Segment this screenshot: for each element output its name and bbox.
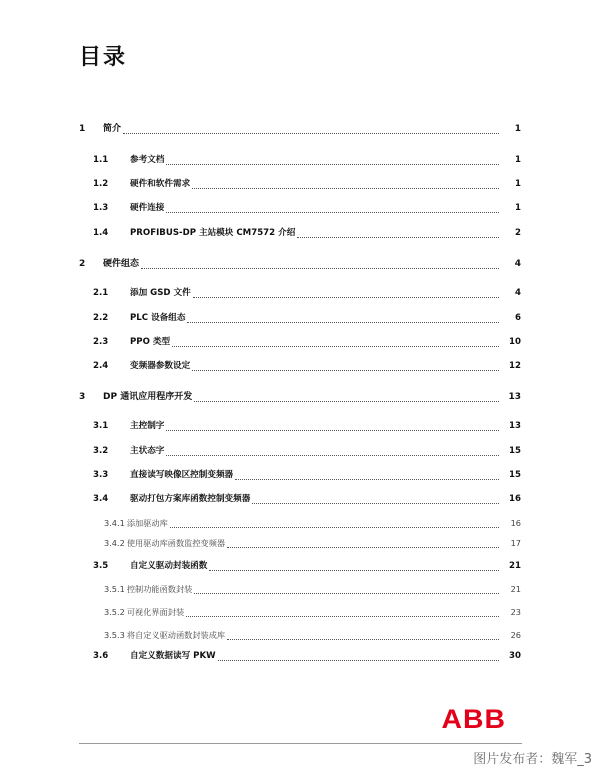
toc-entry-page: 23 <box>510 607 521 617</box>
toc-entry-title: 控制功能函数封装 <box>126 584 193 594</box>
toc-entry-title: 简介 <box>103 124 122 134</box>
toc-entry-page: 21 <box>510 584 521 594</box>
toc-entry-number: 1.1 <box>93 155 109 165</box>
toc-entry[interactable] <box>0 581 600 597</box>
toc-entry[interactable] <box>0 256 600 272</box>
toc-leader-dots <box>187 312 499 323</box>
toc-entry[interactable] <box>0 200 600 216</box>
toc-entry-title: 硬件连接 <box>130 203 165 213</box>
toc-entry[interactable] <box>0 467 600 483</box>
toc-entry[interactable] <box>0 418 600 434</box>
toc-leader-dots <box>194 583 499 594</box>
toc-leader-dots <box>123 123 499 134</box>
toc-leader-dots <box>192 360 499 371</box>
toc-entry[interactable] <box>0 152 600 168</box>
toc-entry[interactable] <box>0 604 600 620</box>
toc-entry-page: 6 <box>515 313 521 323</box>
toc-entry-title: 主状态字 <box>130 446 165 456</box>
toc-entry-title: 硬件和软件需求 <box>130 179 191 189</box>
toc-entry-page: 10 <box>509 337 521 347</box>
toc-entry-page: 15 <box>509 470 521 480</box>
toc-entry-title: PROFIBUS-DP 主站模块 CM7572 介绍 <box>130 228 296 238</box>
toc-leader-dots <box>235 469 499 480</box>
toc-leader-dots <box>218 650 499 661</box>
toc-entry[interactable] <box>0 310 600 326</box>
toc-entry[interactable] <box>0 443 600 459</box>
toc-entry[interactable] <box>0 535 600 551</box>
toc-entry[interactable] <box>0 389 600 405</box>
toc-entry[interactable] <box>0 515 600 531</box>
toc-leader-dots <box>209 560 499 571</box>
toc-entry-page: 13 <box>509 421 521 431</box>
footer-divider <box>79 743 522 744</box>
toc-leader-dots <box>166 445 499 456</box>
toc-entry-title: 变频器参数设定 <box>130 361 191 371</box>
toc-entry-page: 16 <box>509 494 521 504</box>
toc-entry-page: 26 <box>510 630 521 640</box>
toc-leader-dots <box>227 629 499 640</box>
abb-logo: ABB <box>441 704 507 734</box>
toc-entry-number: 2.2 <box>93 313 109 323</box>
toc-entry-page: 2 <box>515 228 521 238</box>
toc-entry-page: 1 <box>515 203 521 213</box>
toc-entry[interactable] <box>0 225 600 241</box>
toc-entry-page: 21 <box>509 561 521 571</box>
toc-entry-page: 30 <box>509 651 521 661</box>
toc-entry-title: 可视化界面封装 <box>126 607 185 617</box>
toc-leader-dots <box>252 493 499 504</box>
toc-entry-number: 3.1 <box>93 421 109 431</box>
toc-entry-number: 3.2 <box>93 446 109 456</box>
toc-entry-page: 13 <box>508 392 521 402</box>
toc-leader-dots <box>297 227 499 238</box>
toc-entry-title: 使用驱动库函数监控变频器 <box>126 538 226 548</box>
toc-entry-number: 3.6 <box>93 651 109 661</box>
toc-entry-title: 硬件组态 <box>103 259 140 269</box>
toc-entry-title: PPO 类型 <box>130 337 171 347</box>
toc-entry-number: 2.1 <box>93 288 109 298</box>
toc-entry-title: 直接读写映像区控制变频器 <box>130 470 234 480</box>
toc-entry-number: 1.2 <box>93 179 109 189</box>
toc-entry-title: DP 通讯应用程序开发 <box>103 392 193 402</box>
toc-entry-page: 4 <box>515 288 521 298</box>
toc-entry[interactable] <box>0 285 600 301</box>
toc-entry-number: 3.5.3 <box>104 630 125 640</box>
toc-entry-page: 12 <box>509 361 521 371</box>
toc-leader-dots <box>192 178 499 189</box>
toc-leader-dots <box>166 202 499 213</box>
toc-entry-number: 3.4 <box>93 494 109 504</box>
toc-entry-page: 17 <box>510 538 521 548</box>
toc-entry-page: 1 <box>515 179 521 189</box>
toc-entry-number: 3.3 <box>93 470 109 480</box>
toc-entry-number: 2.3 <box>93 337 109 347</box>
toc-entry-number: 3.4.2 <box>104 538 125 548</box>
toc-leader-dots <box>170 517 499 528</box>
toc-entry-title: 添加驱动库 <box>126 518 168 528</box>
toc-entry[interactable] <box>0 176 600 192</box>
toc-entry-page: 1 <box>515 155 521 165</box>
toc-entry-title: 自定义数据读写 PKW <box>130 651 216 661</box>
toc-entry[interactable] <box>0 558 600 574</box>
toc-entry[interactable] <box>0 648 600 664</box>
toc-leader-dots <box>141 258 499 269</box>
toc-leader-dots <box>166 420 499 431</box>
toc-entry[interactable] <box>0 121 600 137</box>
toc-entry-page: 1 <box>514 124 521 134</box>
toc-entry-number: 1 <box>79 124 86 134</box>
toc-entry-title: 添加 GSD 文件 <box>130 288 191 298</box>
toc-entry[interactable] <box>0 491 600 507</box>
toc-entry-number: 2.4 <box>93 361 109 371</box>
toc-leader-dots <box>194 391 499 402</box>
toc-leader-dots <box>193 287 499 298</box>
toc-entry-number: 3.5.1 <box>104 584 125 594</box>
toc-entry-number: 3 <box>79 392 86 402</box>
toc-entry-page: 4 <box>514 259 521 269</box>
toc-entry-number: 1.3 <box>93 203 109 213</box>
toc-entry-number: 3.5 <box>93 561 109 571</box>
toc-entry-number: 3.5.2 <box>104 607 125 617</box>
toc-entry[interactable] <box>0 334 600 350</box>
toc-entry-title: 参考文档 <box>130 155 165 165</box>
toc-entry-title: PLC 设备组态 <box>130 313 186 323</box>
toc-entry-number: 3.4.1 <box>104 518 125 528</box>
toc-entry[interactable] <box>0 358 600 374</box>
toc-entry-title: 将自定义驱动函数封装成库 <box>126 630 226 640</box>
toc-entry-page: 16 <box>510 518 521 528</box>
toc-entry-page: 15 <box>509 446 521 456</box>
toc-leader-dots <box>186 606 499 617</box>
toc-entry-title: 驱动打包方案库函数控制变频器 <box>130 494 251 504</box>
toc-leader-dots <box>227 537 499 548</box>
page-title: 目录 <box>79 45 128 70</box>
toc-entry-title: 主控制字 <box>130 421 165 431</box>
toc-entry[interactable] <box>0 627 600 643</box>
toc-leader-dots <box>172 336 499 347</box>
toc-entry-number: 1.4 <box>93 228 109 238</box>
toc-leader-dots <box>166 154 499 165</box>
toc-entry-title: 自定义驱动封装函数 <box>130 561 208 571</box>
publisher-watermark: 图片发布者：魏军_3 <box>473 752 592 767</box>
toc-entry-number: 2 <box>79 259 86 269</box>
